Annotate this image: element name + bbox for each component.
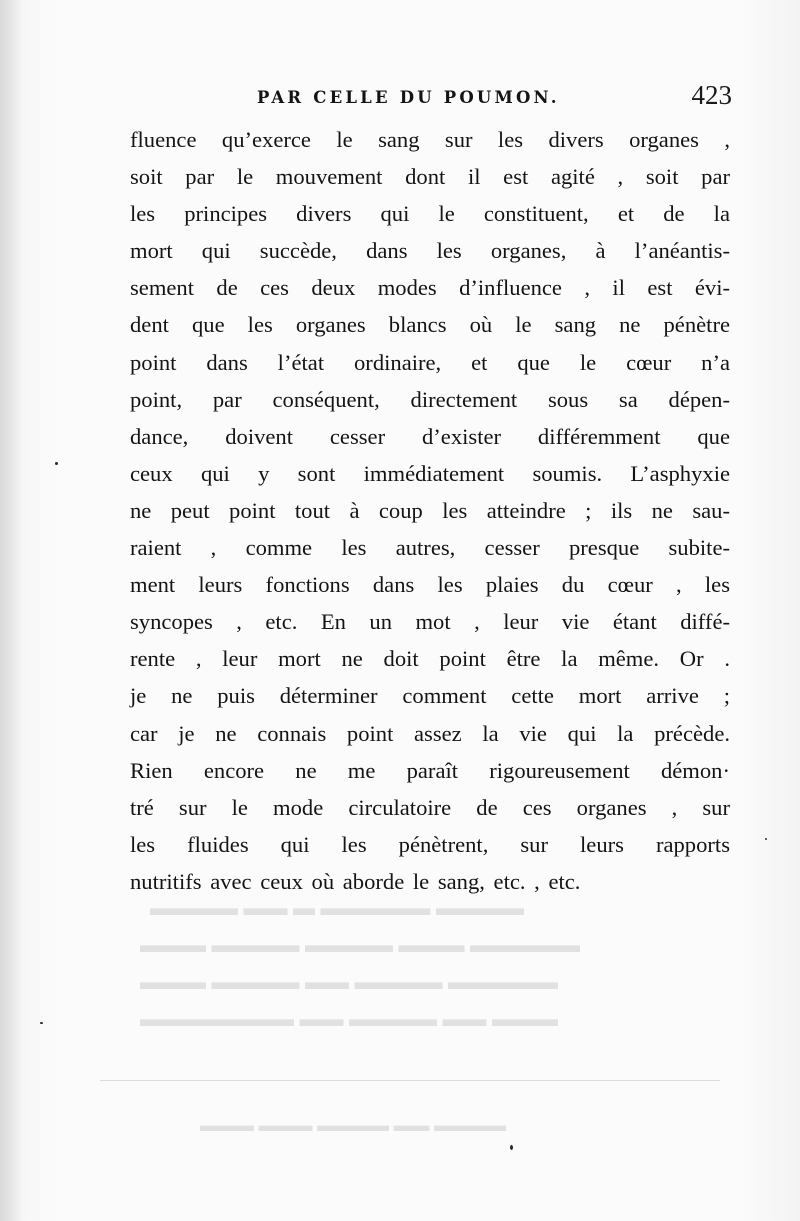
text-line: je ne puis déterminer comment cette mort arrive ; bbox=[130, 683, 730, 709]
text-line: ment leurs fonctions dans les plaies du cœur , les bbox=[130, 572, 730, 598]
text-line: ceux qui y sont immédiatement soumis. L’asphyxie bbox=[130, 460, 730, 486]
running-title: PAR CELLE DU POUMON. bbox=[257, 88, 560, 107]
text-line: rente , leur mort ne doit point être la même. Or . bbox=[130, 646, 730, 672]
text-line: les principes divers qui le constituent, et de la bbox=[130, 201, 730, 227]
text-line: dance, doivent cesser d’exister différemment que bbox=[130, 423, 730, 449]
text-line: raient , comme les autres, cesser presque subite- bbox=[130, 535, 730, 561]
text-line: soit par le mouvement dont il est agité , soit par bbox=[130, 164, 730, 190]
text-line: fluence qu’exerce le sang sur les divers organes , bbox=[130, 127, 730, 152]
bleed-through-line: ▬▬▬▬ ▬▬ ▬▬▬▬ ▬▬▬ ▬▬▬ bbox=[200, 1115, 506, 1135]
text-line: dent que les organes blancs où le sang ne pénètre bbox=[130, 312, 730, 338]
body-text bbox=[130, 121, 730, 900]
bleed-through-line: ▬▬▬ ▬▬ ▬▬▬▬ ▬▬ ▬▬▬▬▬▬▬ bbox=[140, 1006, 558, 1031]
paper-speck bbox=[40, 1022, 43, 1024]
text-line: les fluides qui les pénètrent, sur leurs rapports bbox=[130, 831, 730, 857]
text-line: car je ne connais point assez la vie qui la précède. bbox=[130, 720, 730, 746]
text-line-last: nutritifs avec ceux où aborde le sang, etc. , etc. bbox=[130, 868, 581, 894]
text-line: syncopes , etc. En un mot , leur vie étant diffé- bbox=[130, 609, 730, 635]
text-line: ne peut point tout à coup les atteindre ; ils ne sau- bbox=[130, 497, 730, 523]
bleed-through-line: ▬▬▬▬ ▬▬▬▬▬ ▬ ▬▬ ▬▬▬▬ bbox=[150, 895, 524, 920]
running-head bbox=[130, 82, 730, 114]
text-line: point dans l’état ordinaire, et que le cœur n’a bbox=[130, 349, 730, 375]
bleed-through-line: ▬▬▬▬▬ ▬▬▬▬ ▬▬ ▬▬▬▬ ▬▬▬ bbox=[140, 969, 558, 994]
bleed-through-rule bbox=[100, 1080, 720, 1081]
bleed-through-line: ▬▬▬▬▬ ▬▬▬ ▬▬▬▬ ▬▬▬▬ ▬▬▬ bbox=[140, 932, 580, 957]
text-line: tré sur le mode circulatoire de ces organes , sur bbox=[130, 794, 730, 820]
page-number: 423 bbox=[691, 80, 732, 110]
paper-speck bbox=[765, 838, 767, 840]
page-edge-shadow bbox=[0, 0, 22, 1221]
text-line: sement de ces deux modes d’influence , il est évi- bbox=[130, 275, 730, 301]
text-line: Rien encore ne me paraît rigoureusement démon· bbox=[130, 757, 730, 783]
paper-speck bbox=[510, 1145, 513, 1150]
paper-speck bbox=[55, 462, 58, 465]
text-line: mort qui succède, dans les organes, à l’anéantis- bbox=[130, 238, 730, 264]
text-line: point, par conséquent, directement sous sa dépen- bbox=[130, 386, 730, 412]
